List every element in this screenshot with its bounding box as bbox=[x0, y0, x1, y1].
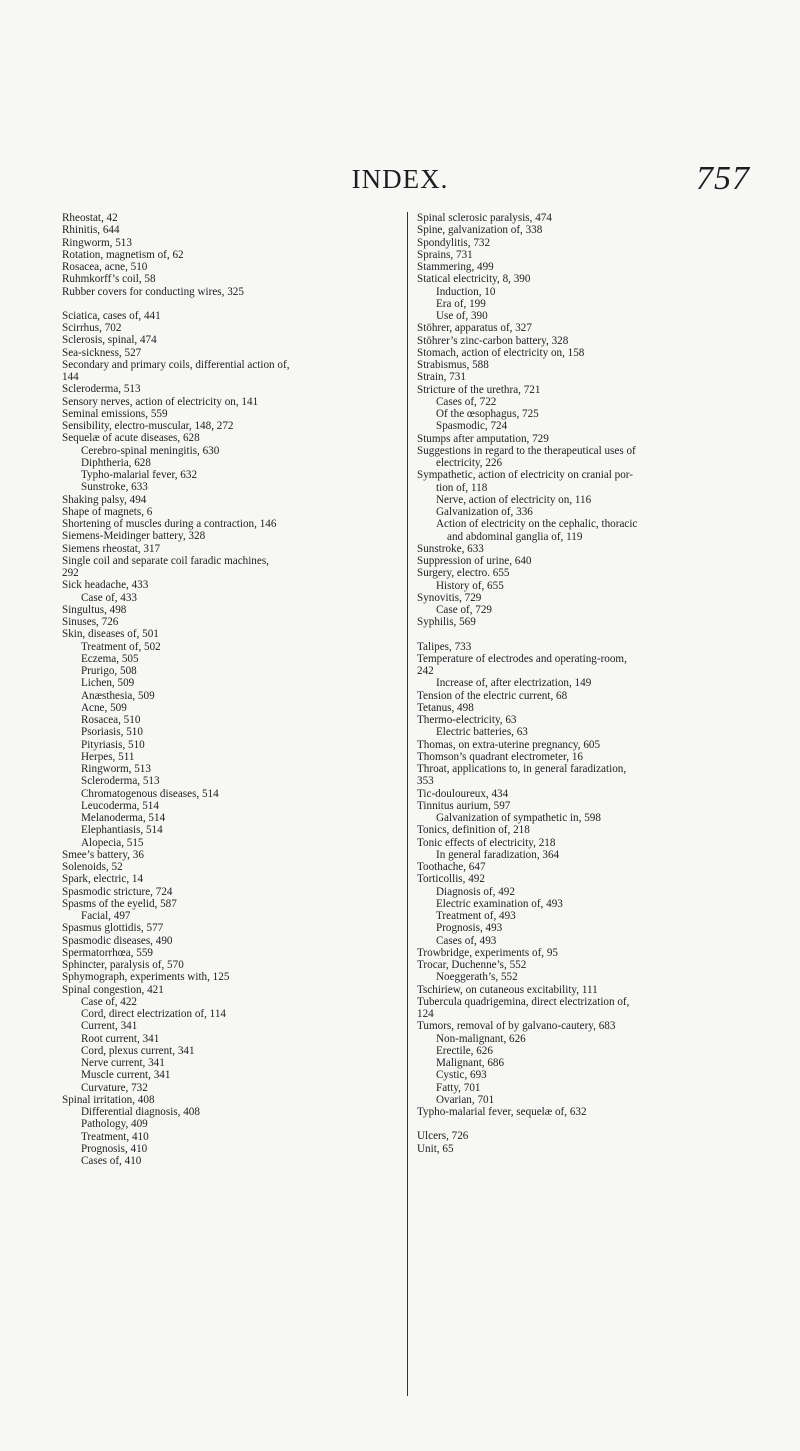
index-subentry: Anæsthesia, 509 bbox=[81, 689, 155, 702]
index-subentry: Rosacea, 510 bbox=[81, 714, 141, 726]
index-entry: Ringworm, 513 bbox=[62, 236, 132, 249]
index-subentry: Acne, 509 bbox=[81, 701, 127, 714]
index-entry: Synovitis, 729 bbox=[417, 591, 482, 604]
index-entry: Sciatica, cases of, 441 bbox=[62, 309, 161, 322]
index-subentry: Case of, 422 bbox=[81, 995, 138, 1008]
index-subentry: Sunstroke, 633 bbox=[81, 481, 148, 494]
index-entry: Ruhmkorff’s coil, 58 bbox=[62, 273, 156, 286]
index-entry: Strabismus, 588 bbox=[417, 359, 489, 371]
index-subentry: Cases of, 493 bbox=[436, 934, 497, 947]
index-entry: Sympathetic, action of electricity on cranial por- bbox=[417, 469, 634, 482]
index-subentry: Pathology, 409 bbox=[81, 1118, 148, 1131]
index-entry: Tumors, removal of by galvano-cautery, 683 bbox=[417, 1020, 616, 1033]
index-entry: Spasms of the eyelid, 587 bbox=[62, 897, 177, 910]
index-entry: Spinal irritation, 408 bbox=[62, 1093, 155, 1106]
index-subentry: Alopecia, 515 bbox=[81, 836, 144, 849]
index-subentry: and abdominal ganglia of, 119 bbox=[447, 530, 583, 543]
index-subentry: Increase of, after electrization, 149 bbox=[436, 677, 592, 690]
index-entry: Statical electricity, 8, 390 bbox=[417, 273, 531, 286]
index-subentry: Diagnosis of, 492 bbox=[436, 885, 515, 898]
index-entry: Spasmodic diseases, 490 bbox=[62, 934, 173, 947]
index-entry: Stöhrer, apparatus of, 327 bbox=[417, 322, 532, 335]
index-subentry: Root current, 341 bbox=[81, 1032, 160, 1045]
index-entry: Scirrhus, 702 bbox=[62, 322, 122, 334]
index-entry: 292 bbox=[62, 567, 79, 579]
index-entry: Seminal emissions, 559 bbox=[62, 407, 168, 420]
index-entry: Trocar, Duchenne’s, 552 bbox=[417, 959, 527, 971]
index-subentry: Of the œsophagus, 725 bbox=[436, 408, 539, 420]
index-entry: Scleroderma, 513 bbox=[62, 383, 141, 396]
index-entry: Spasmodic stricture, 724 bbox=[62, 885, 173, 898]
index-subentry: Muscle current, 341 bbox=[81, 1069, 171, 1082]
index-entry: Torticollis, 492 bbox=[417, 873, 485, 886]
index-subentry: Treatment, 410 bbox=[81, 1130, 149, 1143]
index-entry: Typho-malarial fever, sequelæ of, 632 bbox=[417, 1106, 587, 1118]
index-subentry: tion of, 118 bbox=[436, 481, 488, 494]
index-subentry: Cord, direct electrization of, 114 bbox=[81, 1008, 226, 1020]
index-entry: Rubber covers for conducting wires, 325 bbox=[62, 285, 244, 298]
section-gap bbox=[417, 629, 737, 641]
index-subentry: Scleroderma, 513 bbox=[81, 775, 160, 788]
index-subentry: Treatment of, 493 bbox=[436, 910, 516, 922]
index-subentry: Pityriasis, 510 bbox=[81, 738, 145, 751]
index-entry: Sea-sickness, 527 bbox=[62, 346, 142, 359]
index-entry: Rhinitis, 644 bbox=[62, 224, 120, 237]
index-subentry: Action of electricity on the cephalic, thoracic bbox=[436, 518, 638, 531]
index-entry: Stricture of the urethra, 721 bbox=[417, 383, 541, 396]
index-subentry: Herpes, 511 bbox=[81, 750, 135, 763]
index-entry: Sensibility, electro-muscular, 148, 272 bbox=[62, 420, 234, 432]
index-subentry: Case of, 729 bbox=[436, 604, 493, 616]
index-entry: Sclerosis, spinal, 474 bbox=[62, 334, 157, 347]
index-entry: Talipes, 733 bbox=[417, 640, 472, 653]
index-subentry: Fatty, 701 bbox=[436, 1081, 481, 1094]
index-subentry: Chromatogenous diseases, 514 bbox=[81, 787, 219, 800]
index-subentry: Psoriasis, 510 bbox=[81, 726, 143, 739]
index-subentry: Cystic, 693 bbox=[436, 1069, 487, 1082]
index-entry: 124 bbox=[417, 1008, 434, 1020]
index-entry: Shortening of muscles during a contraction, 146 bbox=[62, 518, 277, 530]
index-entry: Spark, electric, 14 bbox=[62, 873, 144, 886]
index-subentry: Differential diagnosis, 408 bbox=[81, 1106, 200, 1118]
index-entry: Stumps after amputation, 729 bbox=[417, 432, 549, 445]
index-subentry: Ovarian, 701 bbox=[436, 1093, 495, 1106]
index-subentry: Nerve current, 341 bbox=[81, 1057, 165, 1069]
index-entry: Spasmus glottidis, 577 bbox=[62, 922, 164, 935]
index-entry: 353 bbox=[417, 775, 434, 788]
index-entry: Stomach, action of electricity on, 158 bbox=[417, 346, 585, 359]
index-entry: Thomas, on extra-uterine pregnancy, 605 bbox=[417, 738, 601, 751]
index-subentry: Elephantiasis, 514 bbox=[81, 824, 163, 837]
index-entry: Thermo-electricity, 63 bbox=[417, 714, 517, 726]
index-subentry: Diphtheria, 628 bbox=[81, 456, 151, 469]
index-entry: Rotation, magnetism of, 62 bbox=[62, 248, 184, 261]
index-entry: Sphymograph, experiments with, 125 bbox=[62, 971, 230, 984]
index-entry: Skin, diseases of, 501 bbox=[62, 628, 159, 641]
index-subentry: Ringworm, 513 bbox=[81, 763, 151, 775]
index-entry: Tetanus, 498 bbox=[417, 701, 474, 714]
index-entry: Spinal congestion, 421 bbox=[62, 983, 164, 996]
index-entry: Spine, galvanization of, 338 bbox=[417, 224, 543, 237]
index-subentry: Lichen, 509 bbox=[81, 677, 135, 690]
index-entry: Siemens rheostat, 317 bbox=[62, 542, 161, 555]
index-entry: Stöhrer’s zinc-carbon battery, 328 bbox=[417, 334, 569, 347]
index-entry: Tschiriew, on cutaneous excitability, 111 bbox=[417, 983, 598, 996]
index-subentry: Current, 341 bbox=[81, 1020, 138, 1033]
index-subentry: Leucoderma, 514 bbox=[81, 799, 159, 812]
index-entry: Syphilis, 569 bbox=[417, 616, 476, 629]
index-subentry: History of, 655 bbox=[436, 579, 504, 592]
index-entry: Tension of the electric current, 68 bbox=[417, 689, 568, 702]
index-subentry: Prurigo, 508 bbox=[81, 665, 137, 677]
index-entry: Unit, 65 bbox=[417, 1142, 454, 1155]
index-entry: 144 bbox=[62, 371, 79, 383]
index-entry: Stammering, 499 bbox=[417, 261, 494, 273]
index-subentry: Melanoderma, 514 bbox=[81, 812, 166, 824]
index-subentry: Electric batteries, 63 bbox=[436, 726, 528, 739]
index-entry: Sequelæ of acute diseases, 628 bbox=[62, 432, 200, 445]
index-subentry: Facial, 497 bbox=[81, 910, 131, 922]
index-subentry: Curvature, 732 bbox=[81, 1081, 148, 1094]
index-subentry: Spasmodic, 724 bbox=[436, 420, 508, 433]
index-entry: Rheostat, 42 bbox=[62, 212, 118, 224]
index-entry: Tinnitus aurium, 597 bbox=[417, 799, 511, 812]
index-column-left bbox=[62, 212, 392, 1167]
index-subentry: Induction, 10 bbox=[436, 285, 496, 298]
column-divider bbox=[407, 212, 408, 1396]
index-entry: Thomson’s quadrant electrometer, 16 bbox=[417, 750, 583, 763]
index-subentry: Cerebro-spinal meningitis, 630 bbox=[81, 444, 220, 457]
index-subentry: Nerve, action of electricity on, 116 bbox=[436, 493, 592, 506]
index-subentry: Era of, 199 bbox=[436, 297, 486, 310]
index-entry: Tonics, definition of, 218 bbox=[417, 824, 530, 837]
index-subentry: Use of, 390 bbox=[436, 310, 488, 322]
index-entry: Spondylitis, 732 bbox=[417, 236, 491, 249]
index-entry: 242 bbox=[417, 665, 434, 677]
index-subentry: Treatment of, 502 bbox=[81, 640, 161, 653]
index-subentry: Prognosis, 410 bbox=[81, 1142, 148, 1155]
index-entry: Spinal sclerosic paralysis, 474 bbox=[417, 212, 552, 224]
index-entry: Toothache, 647 bbox=[417, 861, 486, 873]
index-entry: Strain, 731 bbox=[417, 371, 466, 384]
index-entry: Sinuses, 726 bbox=[62, 616, 119, 628]
index-subentry: Case of, 433 bbox=[81, 591, 138, 604]
index-entry: Tic-douloureux, 434 bbox=[417, 787, 509, 800]
index-subentry: electricity, 226 bbox=[436, 457, 503, 469]
index-subentry: Cord, plexus current, 341 bbox=[81, 1044, 195, 1057]
index-subentry: Non-malignant, 626 bbox=[436, 1032, 526, 1045]
index-entry: Tonic effects of electricity, 218 bbox=[417, 836, 556, 849]
index-subentry: Noeggerath’s, 552 bbox=[436, 971, 518, 984]
index-entry: Sick headache, 433 bbox=[62, 579, 149, 592]
index-entry: Singultus, 498 bbox=[62, 603, 127, 616]
index-subentry: In general faradization, 364 bbox=[436, 848, 560, 861]
index-subentry: Eczema, 505 bbox=[81, 652, 139, 665]
index-subentry: Cases of, 410 bbox=[81, 1155, 142, 1167]
index-entry: Sunstroke, 633 bbox=[417, 542, 484, 555]
index-subentry: Cases of, 722 bbox=[436, 395, 497, 408]
index-entry: Ulcers, 726 bbox=[417, 1130, 469, 1143]
page-header bbox=[0, 160, 800, 204]
index-entry: Siemens-Meidinger battery, 328 bbox=[62, 530, 206, 543]
index-entry: Sprains, 731 bbox=[417, 248, 473, 261]
index-column-right bbox=[417, 212, 737, 1155]
index-entry: Sensory nerves, action of electricity on, 141 bbox=[62, 395, 259, 408]
index-subentry: Galvanization of, 336 bbox=[436, 506, 533, 518]
index-entry: Shaking palsy, 494 bbox=[62, 493, 147, 506]
index-entry: Trowbridge, experiments of, 95 bbox=[417, 946, 558, 959]
index-entry: Shape of magnets, 6 bbox=[62, 505, 153, 518]
index-subentry: Typho-malarial fever, 632 bbox=[81, 469, 198, 481]
index-subentry: Electric examination of, 493 bbox=[436, 897, 563, 910]
index-entry: Suggestions in regard to the therapeutical uses of bbox=[417, 444, 636, 457]
index-entry: Solenoids, 52 bbox=[62, 861, 123, 873]
index-entry: Single coil and separate coil faradic machines, bbox=[62, 554, 269, 567]
index-subentry: Galvanization of sympathetic in, 598 bbox=[436, 812, 601, 824]
index-entry: Spermatorrhœa, 559 bbox=[62, 946, 153, 959]
section-gap bbox=[62, 298, 392, 310]
index-entry: Smee’s battery, 36 bbox=[62, 848, 144, 861]
index-entry: Sphincter, paralysis of, 570 bbox=[62, 959, 184, 971]
page-title: INDEX. bbox=[351, 164, 449, 194]
index-subentry: Malignant, 686 bbox=[436, 1057, 505, 1069]
index-entry: Temperature of electrodes and operating-room, bbox=[417, 652, 627, 665]
index-entry: Throat, applications to, in general faradization, bbox=[417, 763, 627, 775]
index-entry: Rosacea, acne, 510 bbox=[62, 261, 148, 273]
section-gap bbox=[417, 1118, 737, 1130]
index-entry: Tubercula quadrigemina, direct electrization of, bbox=[417, 995, 630, 1008]
index-subentry: Erectile, 626 bbox=[436, 1044, 493, 1057]
index-entry: Suppression of urine, 640 bbox=[417, 555, 532, 567]
index-entry: Secondary and primary coils, differential action of, bbox=[62, 358, 290, 371]
index-subentry: Prognosis, 493 bbox=[436, 922, 503, 935]
index-entry: Surgery, electro. 655 bbox=[417, 567, 510, 580]
page-number: 757 bbox=[696, 160, 750, 197]
